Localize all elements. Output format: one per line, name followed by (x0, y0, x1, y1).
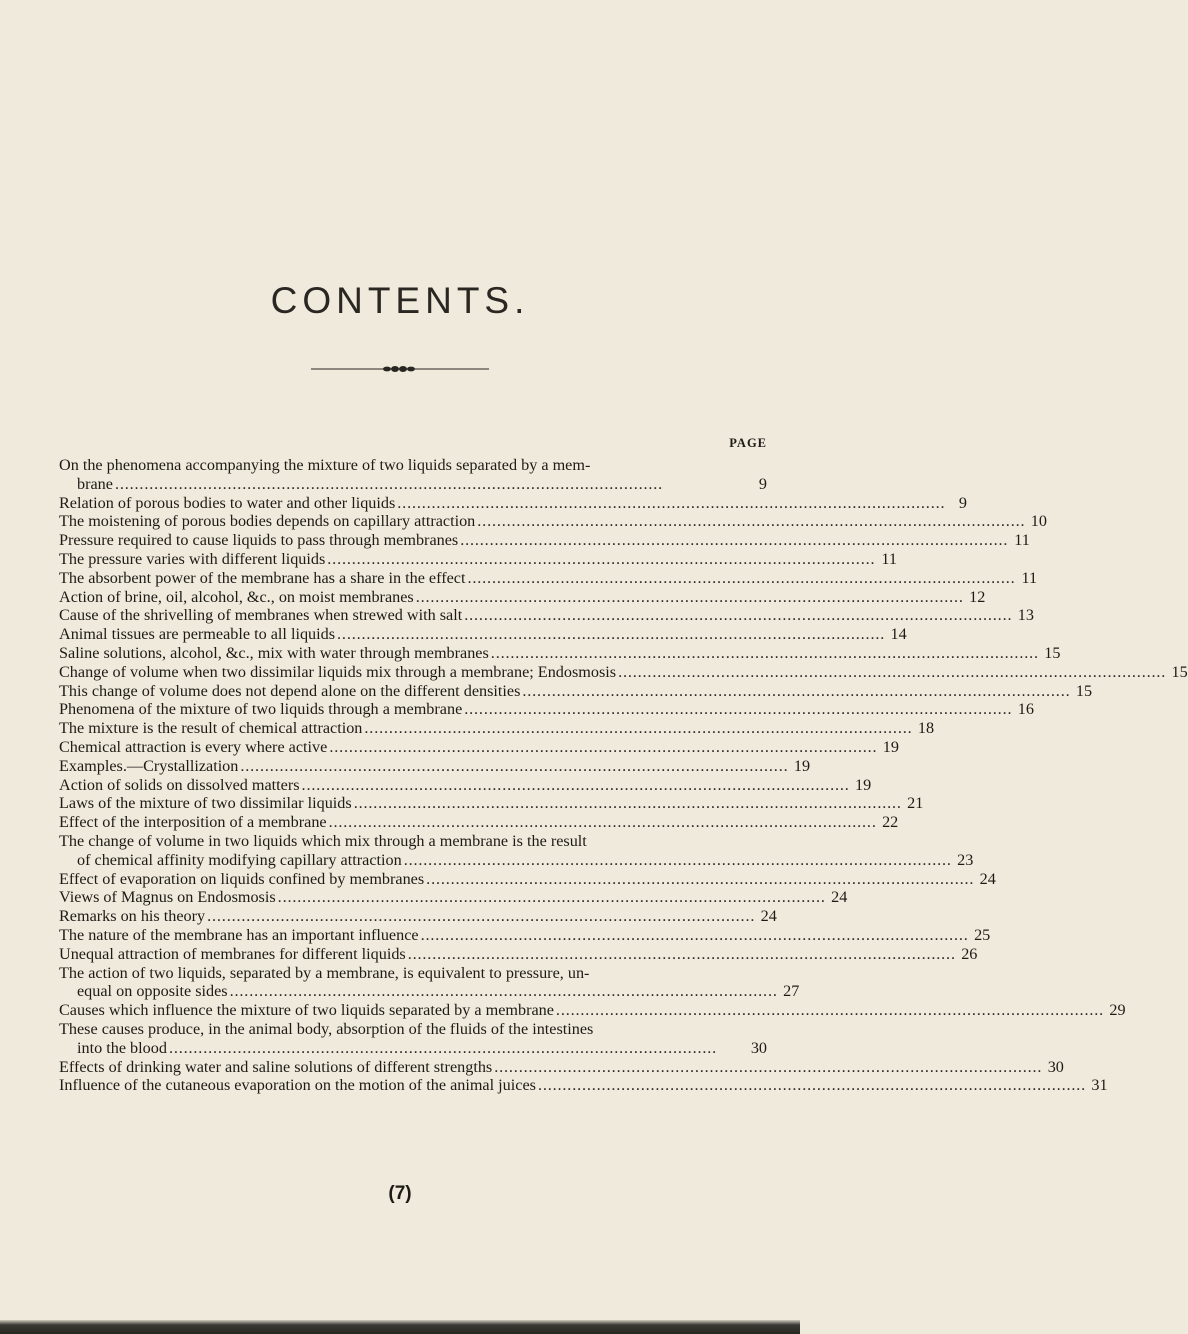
toc-page-number: 22 (882, 813, 899, 832)
toc-page-number: 29 (1109, 1001, 1126, 1020)
toc-page-number: 19 (793, 756, 811, 775)
toc-page-number: 21 (907, 794, 924, 813)
toc-entry (59, 831, 974, 870)
toc-entry-text: Unequal attraction of membranes for different liquids (59, 944, 406, 963)
toc-page-number: 9 (758, 474, 767, 493)
dot-leader (464, 700, 1010, 719)
toc-entry-text: Action of brine, oil, alcohol, &c., on moist membranes (59, 587, 414, 606)
dot-leader (556, 1001, 1102, 1020)
toc-entry (59, 794, 924, 813)
toc-entry-text: The moistening of porous bodies depends on capillary attraction (59, 512, 476, 531)
dot-leader (337, 625, 883, 644)
toc-entry-text: Pressure required to cause liquids to pass through membranes (59, 531, 459, 550)
dot-leader (115, 475, 743, 494)
toc-entry (59, 925, 991, 945)
toc-entry-text: Examples.—Crystallization (59, 756, 239, 775)
toc-page-number: 11 (881, 549, 897, 568)
toc-entry-text: This change of volume does not depend alone on the different densities (59, 681, 521, 700)
dot-leader (240, 757, 786, 776)
dot-leader (491, 644, 1037, 663)
toc-page-number: 15 (1075, 681, 1093, 700)
toc-page-number: 11 (1014, 531, 1030, 550)
toc-entry (59, 963, 800, 1002)
toc-entry (59, 456, 767, 494)
toc-page-number: 31 (1091, 1076, 1108, 1095)
toc-page-number: 24 (760, 907, 777, 926)
dot-leader (421, 926, 967, 945)
toc-entry (59, 775, 872, 795)
ornament-rule (311, 363, 489, 375)
toc-entry (59, 643, 1061, 663)
dot-leader (404, 851, 950, 870)
dot-leader (278, 888, 824, 907)
toc-page-number: 16 (1017, 700, 1034, 719)
toc-entry (59, 719, 935, 738)
toc-page-number: 12 (969, 587, 986, 606)
dot-leader (207, 907, 753, 926)
toc-entry-text: The mixture is the result of chemical attraction (59, 719, 363, 738)
toc-entry-text: Saline solutions, alcohol, &c., mix with water through membranes (59, 643, 489, 662)
toc-entry-text: Effects of drinking water and saline solutions of different strengths (59, 1057, 493, 1076)
dot-leader (397, 494, 943, 513)
toc-entry (59, 869, 996, 889)
toc-page-number: 15 (1044, 643, 1061, 662)
toc-entry-text: The absorbent power of the membrane has a share in the effect (59, 568, 466, 587)
toc-entry-text: Views of Magnus on Endosmosis (59, 888, 276, 907)
dot-leader (408, 945, 954, 964)
dot-leader (467, 569, 1013, 588)
toc-entry-text: brane (77, 474, 113, 493)
toc-entry-text: Phenomena of the mixture of two liquids through a membrane (59, 700, 463, 719)
dot-leader (494, 1058, 1040, 1077)
toc-page-number: 26 (961, 944, 978, 963)
toc-page-number: 23 (957, 850, 974, 869)
toc-page-number: 24 (831, 888, 848, 907)
page-column-label: PAGE (729, 436, 767, 450)
toc-page-number: 11 (1021, 568, 1038, 587)
toc-entry (59, 606, 1034, 625)
toc-page-number: 30 (1047, 1057, 1064, 1076)
dot-leader (329, 813, 875, 832)
dot-leader (477, 512, 1023, 531)
toc-entry-text: of chemical affinity modifying capillary attraction (77, 850, 402, 869)
toc-entry-text: Influence of the cutaneous evaporation on the motion of the animal juices (59, 1076, 536, 1095)
toc-page-number: 14 (890, 625, 907, 644)
toc-page-number: 30 (750, 1038, 767, 1057)
toc-page-number: 25 (974, 925, 991, 944)
dot-leader (618, 663, 1164, 682)
toc-entry-text: Cause of the shrivelling of membranes when strewed with salt (59, 606, 463, 625)
toc-page-number: 10 (1030, 512, 1047, 531)
toc-entry-text: Laws of the mixture of two dissimilar liquids (59, 794, 352, 813)
toc-entry-text: These causes produce, in the animal body, absorption of the fluids of the intestines (59, 1019, 594, 1038)
dot-leader (416, 588, 962, 607)
toc-entry (59, 681, 1093, 701)
page-number: (7) (388, 1183, 412, 1204)
toc-entry-text: into the blood (77, 1038, 167, 1057)
toc-entry (59, 1076, 1108, 1095)
toc-entry-text: The nature of the membrane has an important influence (59, 925, 419, 944)
toc-page-number: 19 (882, 737, 899, 756)
dot-leader (302, 776, 848, 795)
toc-entry-text: Chemical attraction is every where active (59, 737, 328, 756)
page-title: CONTENTS. (270, 279, 530, 321)
dot-leader (460, 531, 1006, 550)
dot-leader (230, 982, 776, 1001)
toc-page-number: 13 (1017, 606, 1034, 625)
toc-entry (59, 737, 899, 757)
toc-entry (59, 1001, 1126, 1020)
toc-page-number: 18 (917, 719, 935, 738)
dot-leader (522, 682, 1068, 701)
dot-leader (426, 870, 972, 889)
dot-leader (327, 550, 873, 569)
toc-entry (59, 907, 777, 926)
toc-entry-text: The action of two liquids, separated by a membrane, is equivalent to pressure, un- (59, 963, 590, 982)
toc-entry (59, 568, 1038, 588)
dot-leader (364, 719, 910, 738)
dot-leader (169, 1039, 743, 1058)
toc-entry-text: Action of solids on dissolved matters (59, 775, 300, 794)
toc-entry (59, 813, 899, 832)
toc-entry (59, 700, 1034, 719)
toc-page-number: 9 (958, 493, 967, 512)
contents-list (59, 456, 1188, 1095)
toc-page-number: 19 (855, 775, 872, 794)
toc-entry-text: On the phenomena accompanying the mixture of two liquids separated by a mem- (59, 456, 591, 474)
toc-entry-text: Relation of porous bodies to water and other liquids (59, 493, 396, 512)
dot-leader (329, 738, 875, 757)
scan-edge (0, 1320, 800, 1334)
toc-entry-text: Remarks on his theory (59, 907, 206, 926)
toc-entry-text: Effect of the interposition of a membrane (59, 813, 327, 832)
dot-leader (354, 794, 900, 813)
toc-page-number: 24 (979, 869, 996, 888)
toc-entry (59, 1057, 1064, 1077)
toc-entry (59, 944, 978, 964)
toc-entry-text: equal on opposite sides (77, 982, 228, 1001)
toc-entry-text: Causes which influence the mixture of two liquids separated by a membrane (59, 1001, 554, 1020)
toc-page-number: 27 (783, 982, 800, 1001)
toc-entry (59, 493, 967, 513)
dot-leader (538, 1076, 1084, 1095)
toc-entry-text: The change of volume in two liquids which mix through a membrane is the result (59, 831, 587, 850)
toc-entry (59, 756, 811, 776)
toc-entry (59, 625, 907, 644)
toc-entry (59, 587, 986, 607)
toc-entry (59, 549, 897, 569)
toc-entry-text: The pressure varies with different liquids (59, 549, 326, 568)
toc-entry-text: Change of volume when two dissimilar liquids mix through a membrane; Endosmosis (59, 662, 617, 681)
toc-entry (59, 531, 1030, 550)
dot-leader (464, 606, 1010, 625)
toc-entry (59, 888, 848, 907)
toc-entry-text: Animal tissues are permeable to all liquids (59, 625, 336, 644)
toc-entry (59, 662, 1188, 682)
toc-page-number: 15 (1171, 662, 1188, 681)
toc-entry (59, 1020, 767, 1058)
toc-entry-text: Effect of evaporation on liquids confined by membranes (59, 869, 425, 888)
toc-entry (59, 512, 1047, 531)
